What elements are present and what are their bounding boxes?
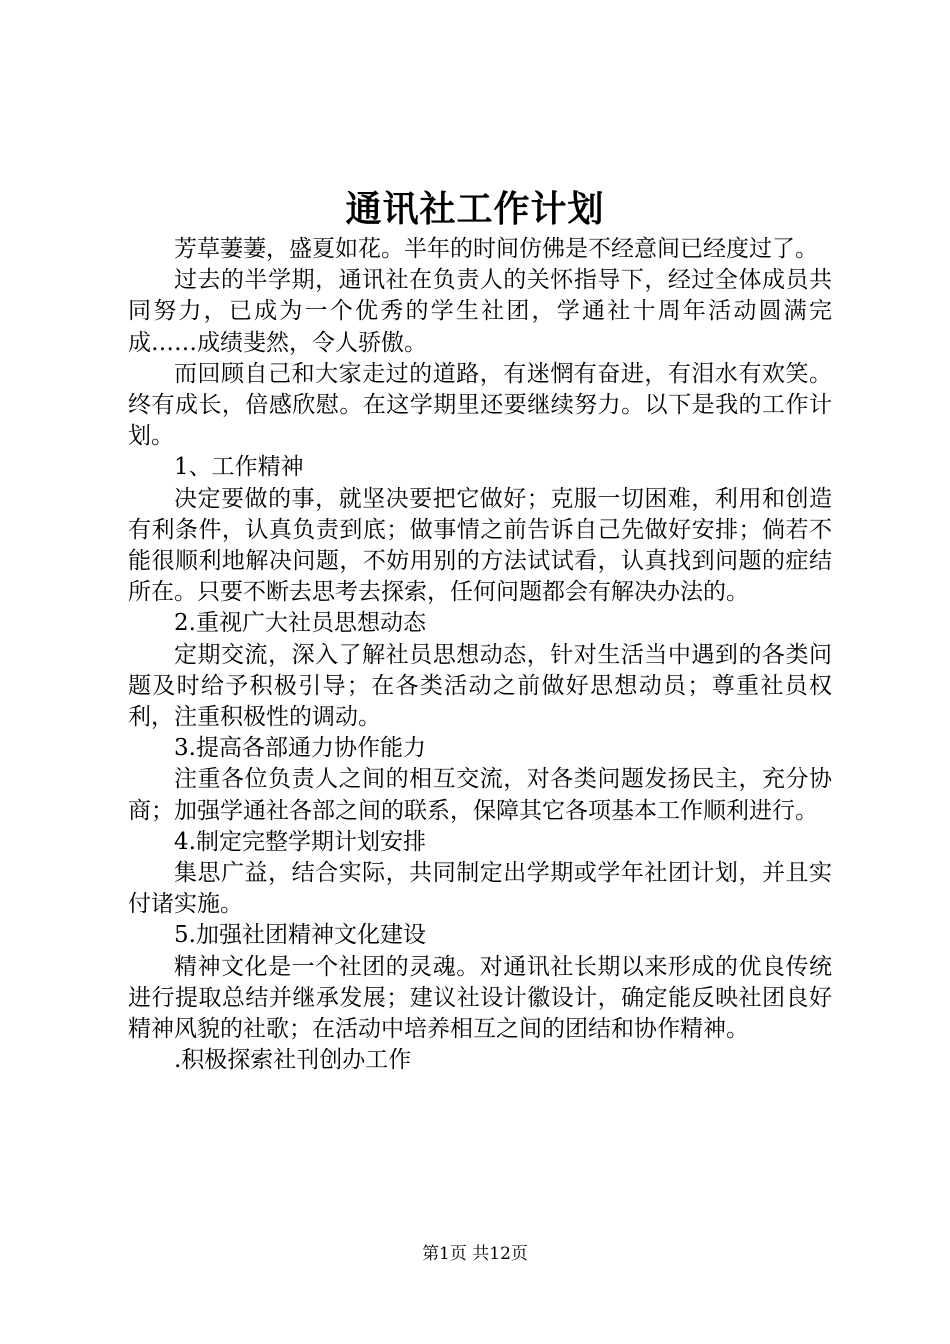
page-title: 通讯社工作计划 — [345, 188, 605, 230]
paragraph-section-3: 注重各位负责人之间的相互交流，对各类问题发扬民主，充分协商；加强学通社各部之间的联系，保障其它各项基本工作顺利进行。 — [128, 766, 832, 824]
section-heading-1: 1、工作精神 — [174, 454, 304, 481]
document-body — [128, 234, 832, 1076]
paragraph-section-2: 定期交流，深入了解社员思想动态，针对生活当中遇到的各类问题及时给予积极引导；在各类活动之前做好思想动员；尊重社员权利，注重积极性的调动。 — [128, 641, 832, 731]
section-heading-4: 4.制定完整学期计划安排 — [174, 828, 426, 855]
page-footer: 第1页 共12页 — [422, 1244, 528, 1264]
paragraph-reflection: 而回顾自己和大家走过的道路，有迷惘有奋进，有泪水有欢笑。终有成长，倍感欣慰。在这学期里还要继续努力。以下是我的工作计划。 — [128, 360, 832, 450]
paragraph-intro: 芳草萋萋，盛夏如花。半年的时间仿佛是不经意间已经度过了。 — [174, 236, 818, 262]
section-heading-6: .积极探索社刊创办工作 — [174, 1047, 412, 1074]
section-heading-2: 2.重视广大社员思想动态 — [174, 610, 426, 637]
section-heading-5: 5.加强社团精神文化建设 — [174, 922, 426, 949]
paragraph-section-5: 精神文化是一个社团的灵魂。对通讯社长期以来形成的优良传统进行提取总结并继承发展；建议社设计徽设计，确定能反映社团良好精神风貌的社歌；在活动中培养相互之间的团结和协作精神。 — [128, 953, 832, 1043]
paragraph-section-1: 决定要做的事，就坚决要把它做好；克服一切困难，利用和创造有利条件，认真负责到底；做事情之前告诉自己先做好安排；倘若不能很顺利地解决问题，不妨用别的方法试试看，认真找到问题的症结所在。只要不断去思考去探索，任何问题都会有解决办法的。 — [128, 485, 832, 606]
section-heading-3: 3.提高各部通力协作能力 — [174, 735, 426, 762]
paragraph-review: 过去的半学期，通讯社在负责人的关怀指导下，经过全体成员共同努力，已成为一个优秀的学生社团，学通社十周年活动圆满完成……成绩斐然，令人骄傲。 — [128, 267, 832, 356]
paragraph-section-4: 集思广益，结合实际，共同制定出学期或学年社团计划，并且实付诸实施。 — [128, 860, 832, 918]
